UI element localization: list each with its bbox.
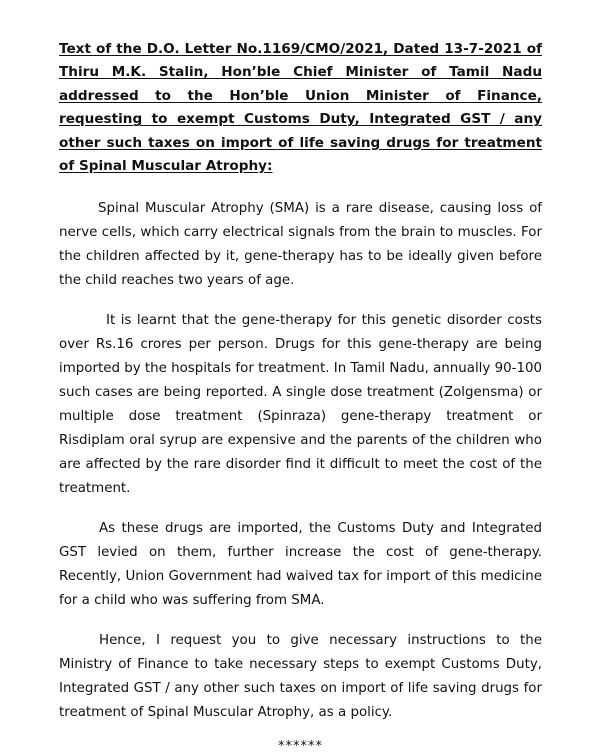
paragraph-treatment-cost: It is learnt that the gene-therapy for this genetic disorder costs over Rs.16 crores per person. Drugs for this gene-therapy are being imported by the hospitals for treatment. In Tamil Nadu, annually 90-100 such cases are being reported. A single dose treatment (Zolgensma) or multiple dose treatment (Spinraza) gene-therapy treatment or Risdiplam oral syrup are expensive and the parents of the children who are affected by the rare disorder find it difficult to meet the cost of the treatment. bbox=[59, 313, 543, 497]
letter-page bbox=[59, 38, 542, 754]
paragraph-customs-duty: As these drugs are imported, the Customs Duty and Integrated GST levied on them, further increase the cost of gene-therapy. Recently, Union Government had waived tax for import of this medicine for a child who was suffering from SMA. bbox=[59, 521, 542, 609]
end-marker: ****** bbox=[278, 739, 323, 754]
paragraph-sma-description: Spinal Muscular Atrophy (SMA) is a rare disease, causing loss of nerve cells, which carry electrical signals from the brain to muscles. For the children affected by it, gene-therapy has to be ideally given before the child reaches two years of age. bbox=[59, 201, 542, 289]
letter-heading: Text of the D.O. Letter No.1169/CMO/2021, Dated 13-7-2021 of Thiru M.K. Stalin, Hon’ble Chief Minister of Tamil Nadu addressed to the Hon’ble Union Minister of Finance, requesting to exempt Customs Duty, Integrated GST / any other such taxes on import of life saving drugs for treatment of Spinal Muscular Atrophy: bbox=[59, 41, 542, 175]
paragraph-request: Hence, I request you to give necessary instructions to the Ministry of Finance to take necessary steps to exempt Customs Duty, Integrated GST / any other such taxes on import of life saving drugs for treatment of Spinal Muscular Atrophy, as a policy. bbox=[59, 633, 542, 721]
